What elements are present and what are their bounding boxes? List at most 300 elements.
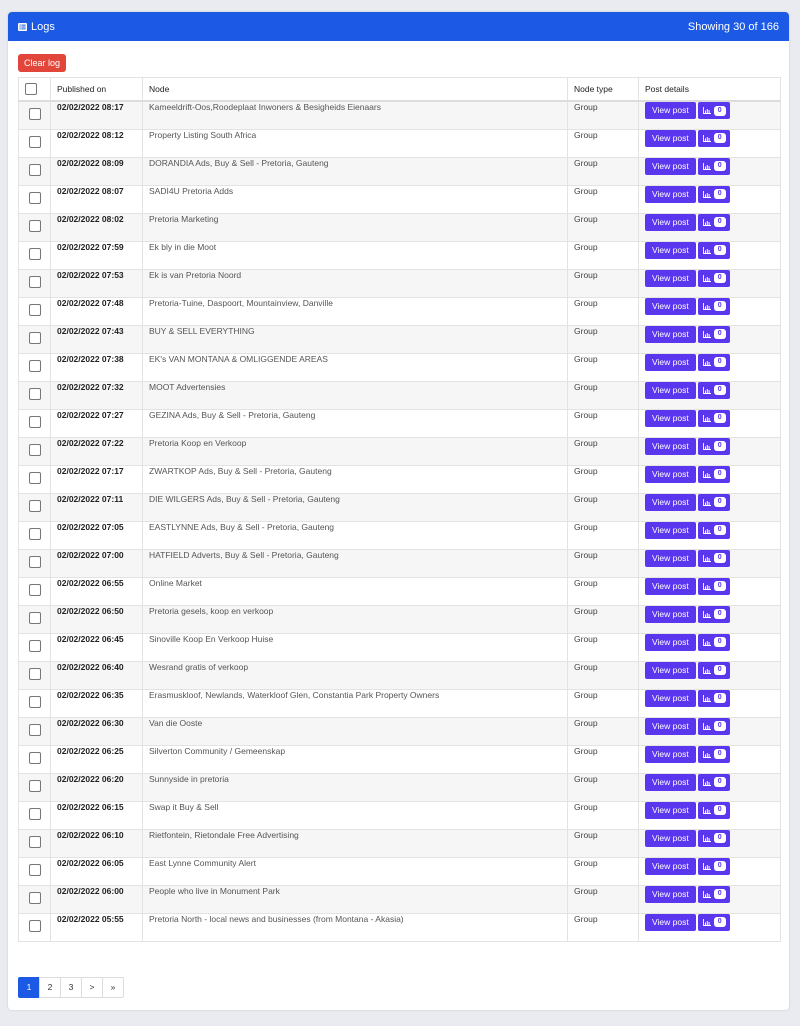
node-name: ZWARTKOP Ads, Buy & Sell - Pretoria, Gauteng [143, 465, 568, 493]
node-name: DORANDIA Ads, Buy & Sell - Pretoria, Gauteng [143, 157, 568, 185]
stats-count-badge: 0 [714, 777, 726, 787]
row-checkbox-cell [19, 157, 51, 185]
bar-chart-icon [703, 275, 711, 282]
table-row [19, 101, 781, 129]
stats-count-badge: 0 [714, 805, 726, 815]
column-header-published[interactable]: Published on [51, 78, 143, 102]
stats-count-badge: 0 [714, 749, 726, 759]
row-checkbox[interactable] [29, 304, 41, 316]
row-checkbox[interactable] [29, 724, 41, 736]
row-checkbox[interactable] [29, 808, 41, 820]
row-checkbox-cell [19, 913, 51, 941]
node-type: Group [568, 801, 639, 829]
node-type: Group [568, 213, 639, 241]
node-name: Sinoville Koop En Verkoop Huise [143, 633, 568, 661]
view-post-button[interactable]: View post [645, 914, 696, 931]
table-row [19, 605, 781, 633]
row-checkbox[interactable] [29, 500, 41, 512]
bar-chart-icon [703, 331, 711, 338]
node-type: Group [568, 829, 639, 857]
table-row [19, 353, 781, 381]
row-checkbox-cell [19, 773, 51, 801]
bar-chart-icon [703, 415, 711, 422]
stats-count-badge: 0 [714, 889, 726, 899]
published-date: 02/02/2022 08:09 [51, 157, 143, 185]
published-date: 02/02/2022 06:55 [51, 577, 143, 605]
row-checkbox[interactable] [29, 528, 41, 540]
node-type: Group [568, 297, 639, 325]
row-checkbox[interactable] [29, 584, 41, 596]
node-name: Rietfontein, Rietondale Free Advertising [143, 829, 568, 857]
row-checkbox[interactable] [29, 640, 41, 652]
published-date: 02/02/2022 06:35 [51, 689, 143, 717]
stats-button[interactable] [698, 718, 730, 735]
row-checkbox[interactable] [29, 192, 41, 204]
view-post-button[interactable]: View post [645, 578, 696, 595]
view-post-button[interactable]: View post [645, 718, 696, 735]
node-type: Group [568, 465, 639, 493]
view-post-button[interactable]: View post [645, 802, 696, 819]
post-details-cell [639, 465, 781, 493]
row-checkbox[interactable] [29, 780, 41, 792]
bar-chart-icon [703, 471, 711, 478]
stats-button[interactable] [698, 298, 730, 315]
stats-button[interactable] [698, 914, 730, 931]
column-header-node-type[interactable]: Node type [568, 78, 639, 102]
page-last[interactable]: » [102, 977, 124, 998]
stats-count-badge: 0 [714, 693, 726, 703]
row-checkbox[interactable] [29, 892, 41, 904]
post-details-cell [639, 689, 781, 717]
bar-chart-icon [703, 191, 711, 198]
stats-button[interactable] [698, 886, 730, 903]
node-name: Ek is van Pretoria Noord [143, 269, 568, 297]
published-date: 02/02/2022 08:17 [51, 101, 143, 129]
node-name: DIE WILGERS Ads, Buy & Sell - Pretoria, Gauteng [143, 493, 568, 521]
node-type: Group [568, 185, 639, 213]
stats-count-badge: 0 [714, 525, 726, 535]
page-1[interactable]: 1 [18, 977, 40, 998]
node-type: Group [568, 521, 639, 549]
node-type: Group [568, 409, 639, 437]
post-details-cell [639, 437, 781, 465]
node-type: Group [568, 689, 639, 717]
row-checkbox-cell [19, 241, 51, 269]
row-checkbox[interactable] [29, 332, 41, 344]
node-name: Pretoria-Tuine, Daspoort, Mountainview, Danville [143, 297, 568, 325]
table-row [19, 157, 781, 185]
stats-count-badge: 0 [714, 833, 726, 843]
post-details-cell [639, 577, 781, 605]
row-checkbox[interactable] [29, 444, 41, 456]
column-header-node[interactable]: Node [143, 78, 568, 102]
table-row [19, 381, 781, 409]
bar-chart-icon [703, 387, 711, 394]
post-details-cell [639, 493, 781, 521]
view-post-button[interactable]: View post [645, 494, 696, 511]
post-details-cell [639, 549, 781, 577]
published-date: 02/02/2022 08:07 [51, 185, 143, 213]
post-details-cell [639, 885, 781, 913]
stats-button[interactable] [698, 466, 730, 483]
stats-button[interactable] [698, 774, 730, 791]
clear-log-button[interactable]: Clear log [18, 54, 66, 72]
table-row [19, 913, 781, 941]
select-all-cell [19, 78, 51, 102]
row-checkbox-cell [19, 633, 51, 661]
stats-button[interactable] [698, 662, 730, 679]
stats-button[interactable] [698, 130, 730, 147]
view-post-button[interactable]: View post [645, 382, 696, 399]
bar-chart-icon [703, 219, 711, 226]
row-checkbox-cell [19, 745, 51, 773]
stats-count-badge: 0 [714, 189, 726, 199]
table-row [19, 269, 781, 297]
view-post-button[interactable]: View post [645, 242, 696, 259]
bar-chart-icon [703, 303, 711, 310]
node-type: Group [568, 549, 639, 577]
view-post-button[interactable]: View post [645, 634, 696, 651]
view-post-button[interactable]: View post [645, 606, 696, 623]
node-type: Group [568, 913, 639, 941]
view-post-button[interactable]: View post [645, 550, 696, 567]
stats-button[interactable] [698, 858, 730, 875]
table-row [19, 493, 781, 521]
stats-button[interactable] [698, 606, 730, 623]
published-date: 02/02/2022 06:20 [51, 773, 143, 801]
table-row [19, 521, 781, 549]
page-3[interactable]: 3 [60, 977, 82, 998]
row-checkbox-cell [19, 409, 51, 437]
node-name: Kameeldrift-Oos,Roodeplaat Inwoners & Besigheids Eienaars [143, 101, 568, 129]
table-row [19, 213, 781, 241]
bar-chart-icon [703, 499, 711, 506]
row-checkbox[interactable] [29, 276, 41, 288]
post-details-cell [639, 129, 781, 157]
stats-button[interactable] [698, 214, 730, 231]
row-checkbox[interactable] [29, 164, 41, 176]
post-details-cell [639, 521, 781, 549]
stats-button[interactable] [698, 830, 730, 847]
logs-card [8, 12, 789, 1010]
node-name: EK's VAN MONTANA & OMLIGGENDE AREAS [143, 353, 568, 381]
view-post-button[interactable]: View post [645, 522, 696, 539]
showing-count: Showing 30 of 166 [687, 20, 779, 33]
view-post-button[interactable]: View post [645, 830, 696, 847]
post-details-cell [639, 353, 781, 381]
published-date: 02/02/2022 08:02 [51, 213, 143, 241]
logs-table [18, 77, 781, 942]
card-title [18, 21, 55, 33]
row-checkbox-cell [19, 717, 51, 745]
view-post-button[interactable]: View post [645, 270, 696, 287]
row-checkbox-cell [19, 577, 51, 605]
published-date: 02/02/2022 08:12 [51, 129, 143, 157]
post-details-cell [639, 157, 781, 185]
stats-button[interactable] [698, 270, 730, 287]
row-checkbox-cell [19, 325, 51, 353]
published-date: 02/02/2022 06:50 [51, 605, 143, 633]
row-checkbox-cell [19, 213, 51, 241]
published-date: 02/02/2022 07:27 [51, 409, 143, 437]
stats-button[interactable] [698, 354, 730, 371]
stats-button[interactable] [698, 690, 730, 707]
published-date: 02/02/2022 07:17 [51, 465, 143, 493]
node-type: Group [568, 633, 639, 661]
stats-button[interactable] [698, 410, 730, 427]
stats-button[interactable] [698, 550, 730, 567]
node-name: Pretoria gesels, koop en verkoop [143, 605, 568, 633]
view-post-button[interactable]: View post [645, 130, 696, 147]
row-checkbox-cell [19, 353, 51, 381]
row-checkbox[interactable] [29, 920, 41, 932]
row-checkbox[interactable] [29, 668, 41, 680]
view-post-button[interactable]: View post [645, 186, 696, 203]
row-checkbox-cell [19, 465, 51, 493]
view-post-button[interactable]: View post [645, 326, 696, 343]
card-header [8, 12, 789, 41]
bar-chart-icon [703, 835, 711, 842]
node-type: Group [568, 157, 639, 185]
node-type: Group [568, 661, 639, 689]
view-post-button[interactable]: View post [645, 886, 696, 903]
bar-chart-icon [703, 667, 711, 674]
stats-button[interactable] [698, 326, 730, 343]
row-checkbox-cell [19, 493, 51, 521]
table-row [19, 633, 781, 661]
page-next[interactable]: > [81, 977, 103, 998]
stats-button[interactable] [698, 634, 730, 651]
row-checkbox-cell [19, 689, 51, 717]
row-checkbox[interactable] [29, 472, 41, 484]
stats-count-badge: 0 [714, 581, 726, 591]
view-post-button[interactable]: View post [645, 662, 696, 679]
row-checkbox-cell [19, 297, 51, 325]
node-type: Group [568, 241, 639, 269]
row-checkbox[interactable] [29, 864, 41, 876]
stats-button[interactable] [698, 438, 730, 455]
row-checkbox[interactable] [29, 108, 41, 120]
row-checkbox-cell [19, 605, 51, 633]
row-checkbox[interactable] [29, 696, 41, 708]
bar-chart-icon [703, 527, 711, 534]
node-type: Group [568, 605, 639, 633]
stats-button[interactable] [698, 242, 730, 259]
stats-count-badge: 0 [714, 161, 726, 171]
table-row [19, 129, 781, 157]
stats-button[interactable] [698, 382, 730, 399]
row-checkbox-cell [19, 829, 51, 857]
post-details-cell [639, 381, 781, 409]
published-date: 02/02/2022 07:11 [51, 493, 143, 521]
published-date: 02/02/2022 07:22 [51, 437, 143, 465]
view-post-button[interactable]: View post [645, 214, 696, 231]
node-name: Property Listing South Africa [143, 129, 568, 157]
row-checkbox[interactable] [29, 836, 41, 848]
stats-count-badge: 0 [714, 413, 726, 423]
bar-chart-icon [703, 443, 711, 450]
stats-button[interactable] [698, 102, 730, 119]
stats-count-badge: 0 [714, 217, 726, 227]
stats-count-badge: 0 [714, 106, 726, 116]
node-type: Group [568, 717, 639, 745]
view-post-button[interactable]: View post [645, 466, 696, 483]
row-checkbox[interactable] [29, 416, 41, 428]
stats-count-badge: 0 [714, 133, 726, 143]
node-name: East Lynne Community Alert [143, 857, 568, 885]
stats-count-badge: 0 [714, 665, 726, 675]
table-row [19, 185, 781, 213]
stats-button[interactable] [698, 158, 730, 175]
published-date: 02/02/2022 07:53 [51, 269, 143, 297]
view-post-button[interactable]: View post [645, 354, 696, 371]
node-name: Sunnyside in pretoria [143, 773, 568, 801]
view-post-button[interactable]: View post [645, 858, 696, 875]
node-name: BUY & SELL EVERYTHING [143, 325, 568, 353]
bar-chart-icon [703, 639, 711, 646]
bar-chart-icon [703, 919, 711, 926]
post-details-cell [639, 213, 781, 241]
stats-button[interactable] [698, 522, 730, 539]
node-name: People who live in Monument Park [143, 885, 568, 913]
row-checkbox-cell [19, 857, 51, 885]
table-row [19, 297, 781, 325]
stats-count-badge: 0 [714, 245, 726, 255]
table-row [19, 577, 781, 605]
post-details-cell [639, 269, 781, 297]
select-all-checkbox[interactable] [25, 83, 37, 95]
node-type: Group [568, 885, 639, 913]
bar-chart-icon [703, 723, 711, 730]
post-details-cell [639, 605, 781, 633]
view-post-button[interactable]: View post [645, 438, 696, 455]
node-type: Group [568, 381, 639, 409]
page-title: Logs [31, 20, 55, 33]
table-row [19, 549, 781, 577]
stats-count-badge: 0 [714, 721, 726, 731]
row-checkbox[interactable] [29, 388, 41, 400]
bar-chart-icon [703, 135, 711, 142]
post-details-cell [639, 185, 781, 213]
table-row [19, 773, 781, 801]
table-row [19, 801, 781, 829]
post-details-cell [639, 661, 781, 689]
stats-button[interactable] [698, 746, 730, 763]
post-details-cell [639, 241, 781, 269]
node-name: Silverton Community / Gemeenskap [143, 745, 568, 773]
table-row [19, 689, 781, 717]
node-name: Pretoria Koop en Verkoop [143, 437, 568, 465]
row-checkbox-cell [19, 437, 51, 465]
post-details-cell [639, 297, 781, 325]
published-date: 02/02/2022 05:55 [51, 913, 143, 941]
node-type: Group [568, 857, 639, 885]
stats-count-badge: 0 [714, 329, 726, 339]
table-row [19, 717, 781, 745]
bar-chart-icon [703, 891, 711, 898]
view-post-button[interactable]: View post [645, 690, 696, 707]
post-details-cell [639, 913, 781, 941]
stats-button[interactable] [698, 186, 730, 203]
row-checkbox[interactable] [29, 752, 41, 764]
post-details-cell [639, 633, 781, 661]
post-details-cell [639, 801, 781, 829]
bar-chart-icon [703, 695, 711, 702]
view-post-button[interactable]: View post [645, 158, 696, 175]
published-date: 02/02/2022 06:40 [51, 661, 143, 689]
published-date: 02/02/2022 07:48 [51, 297, 143, 325]
table-row [19, 829, 781, 857]
post-details-cell [639, 773, 781, 801]
row-checkbox[interactable] [29, 556, 41, 568]
row-checkbox-cell [19, 521, 51, 549]
row-checkbox[interactable] [29, 248, 41, 260]
post-details-cell [639, 717, 781, 745]
post-details-cell [639, 409, 781, 437]
node-name: SADI4U Pretoria Adds [143, 185, 568, 213]
stats-button[interactable] [698, 802, 730, 819]
column-header-post-details[interactable]: Post details [639, 78, 781, 102]
stats-count-badge: 0 [714, 497, 726, 507]
stats-count-badge: 0 [714, 553, 726, 563]
stats-count-badge: 0 [714, 385, 726, 395]
row-checkbox[interactable] [29, 220, 41, 232]
post-details-cell [639, 829, 781, 857]
node-name: Pretoria Marketing [143, 213, 568, 241]
row-checkbox[interactable] [29, 612, 41, 624]
bar-chart-icon [703, 611, 711, 618]
published-date: 02/02/2022 07:43 [51, 325, 143, 353]
bar-chart-icon [703, 247, 711, 254]
row-checkbox[interactable] [29, 136, 41, 148]
table-row [19, 325, 781, 353]
published-date: 02/02/2022 07:32 [51, 381, 143, 409]
published-date: 02/02/2022 06:00 [51, 885, 143, 913]
view-post-button[interactable]: View post [645, 774, 696, 791]
view-post-button[interactable]: View post [645, 410, 696, 427]
row-checkbox[interactable] [29, 360, 41, 372]
node-name: HATFIELD Adverts, Buy & Sell - Pretoria, Gauteng [143, 549, 568, 577]
published-date: 02/02/2022 06:10 [51, 829, 143, 857]
bar-chart-icon [703, 751, 711, 758]
row-checkbox-cell [19, 549, 51, 577]
row-checkbox-cell [19, 885, 51, 913]
stats-count-badge: 0 [714, 441, 726, 451]
view-post-button[interactable]: View post [645, 102, 696, 119]
row-checkbox-cell [19, 185, 51, 213]
bar-chart-icon [703, 555, 711, 562]
stats-count-badge: 0 [714, 301, 726, 311]
view-post-button[interactable]: View post [645, 746, 696, 763]
node-name: GEZINA Ads, Buy & Sell - Pretoria, Gauteng [143, 409, 568, 437]
row-checkbox-cell [19, 269, 51, 297]
node-type: Group [568, 773, 639, 801]
table-row [19, 745, 781, 773]
node-name: Ek bly in die Moot [143, 241, 568, 269]
node-name: Van die Ooste [143, 717, 568, 745]
stats-button[interactable] [698, 578, 730, 595]
node-name: Erasmuskloof, Newlands, Waterkloof Glen, Constantia Park Property Owners [143, 689, 568, 717]
node-name: MOOT Advertensies [143, 381, 568, 409]
table-row [19, 885, 781, 913]
table-body [19, 101, 781, 941]
post-details-cell [639, 857, 781, 885]
view-post-button[interactable]: View post [645, 298, 696, 315]
page-2[interactable]: 2 [39, 977, 61, 998]
stats-count-badge: 0 [714, 273, 726, 283]
published-date: 02/02/2022 07:05 [51, 521, 143, 549]
stats-button[interactable] [698, 494, 730, 511]
